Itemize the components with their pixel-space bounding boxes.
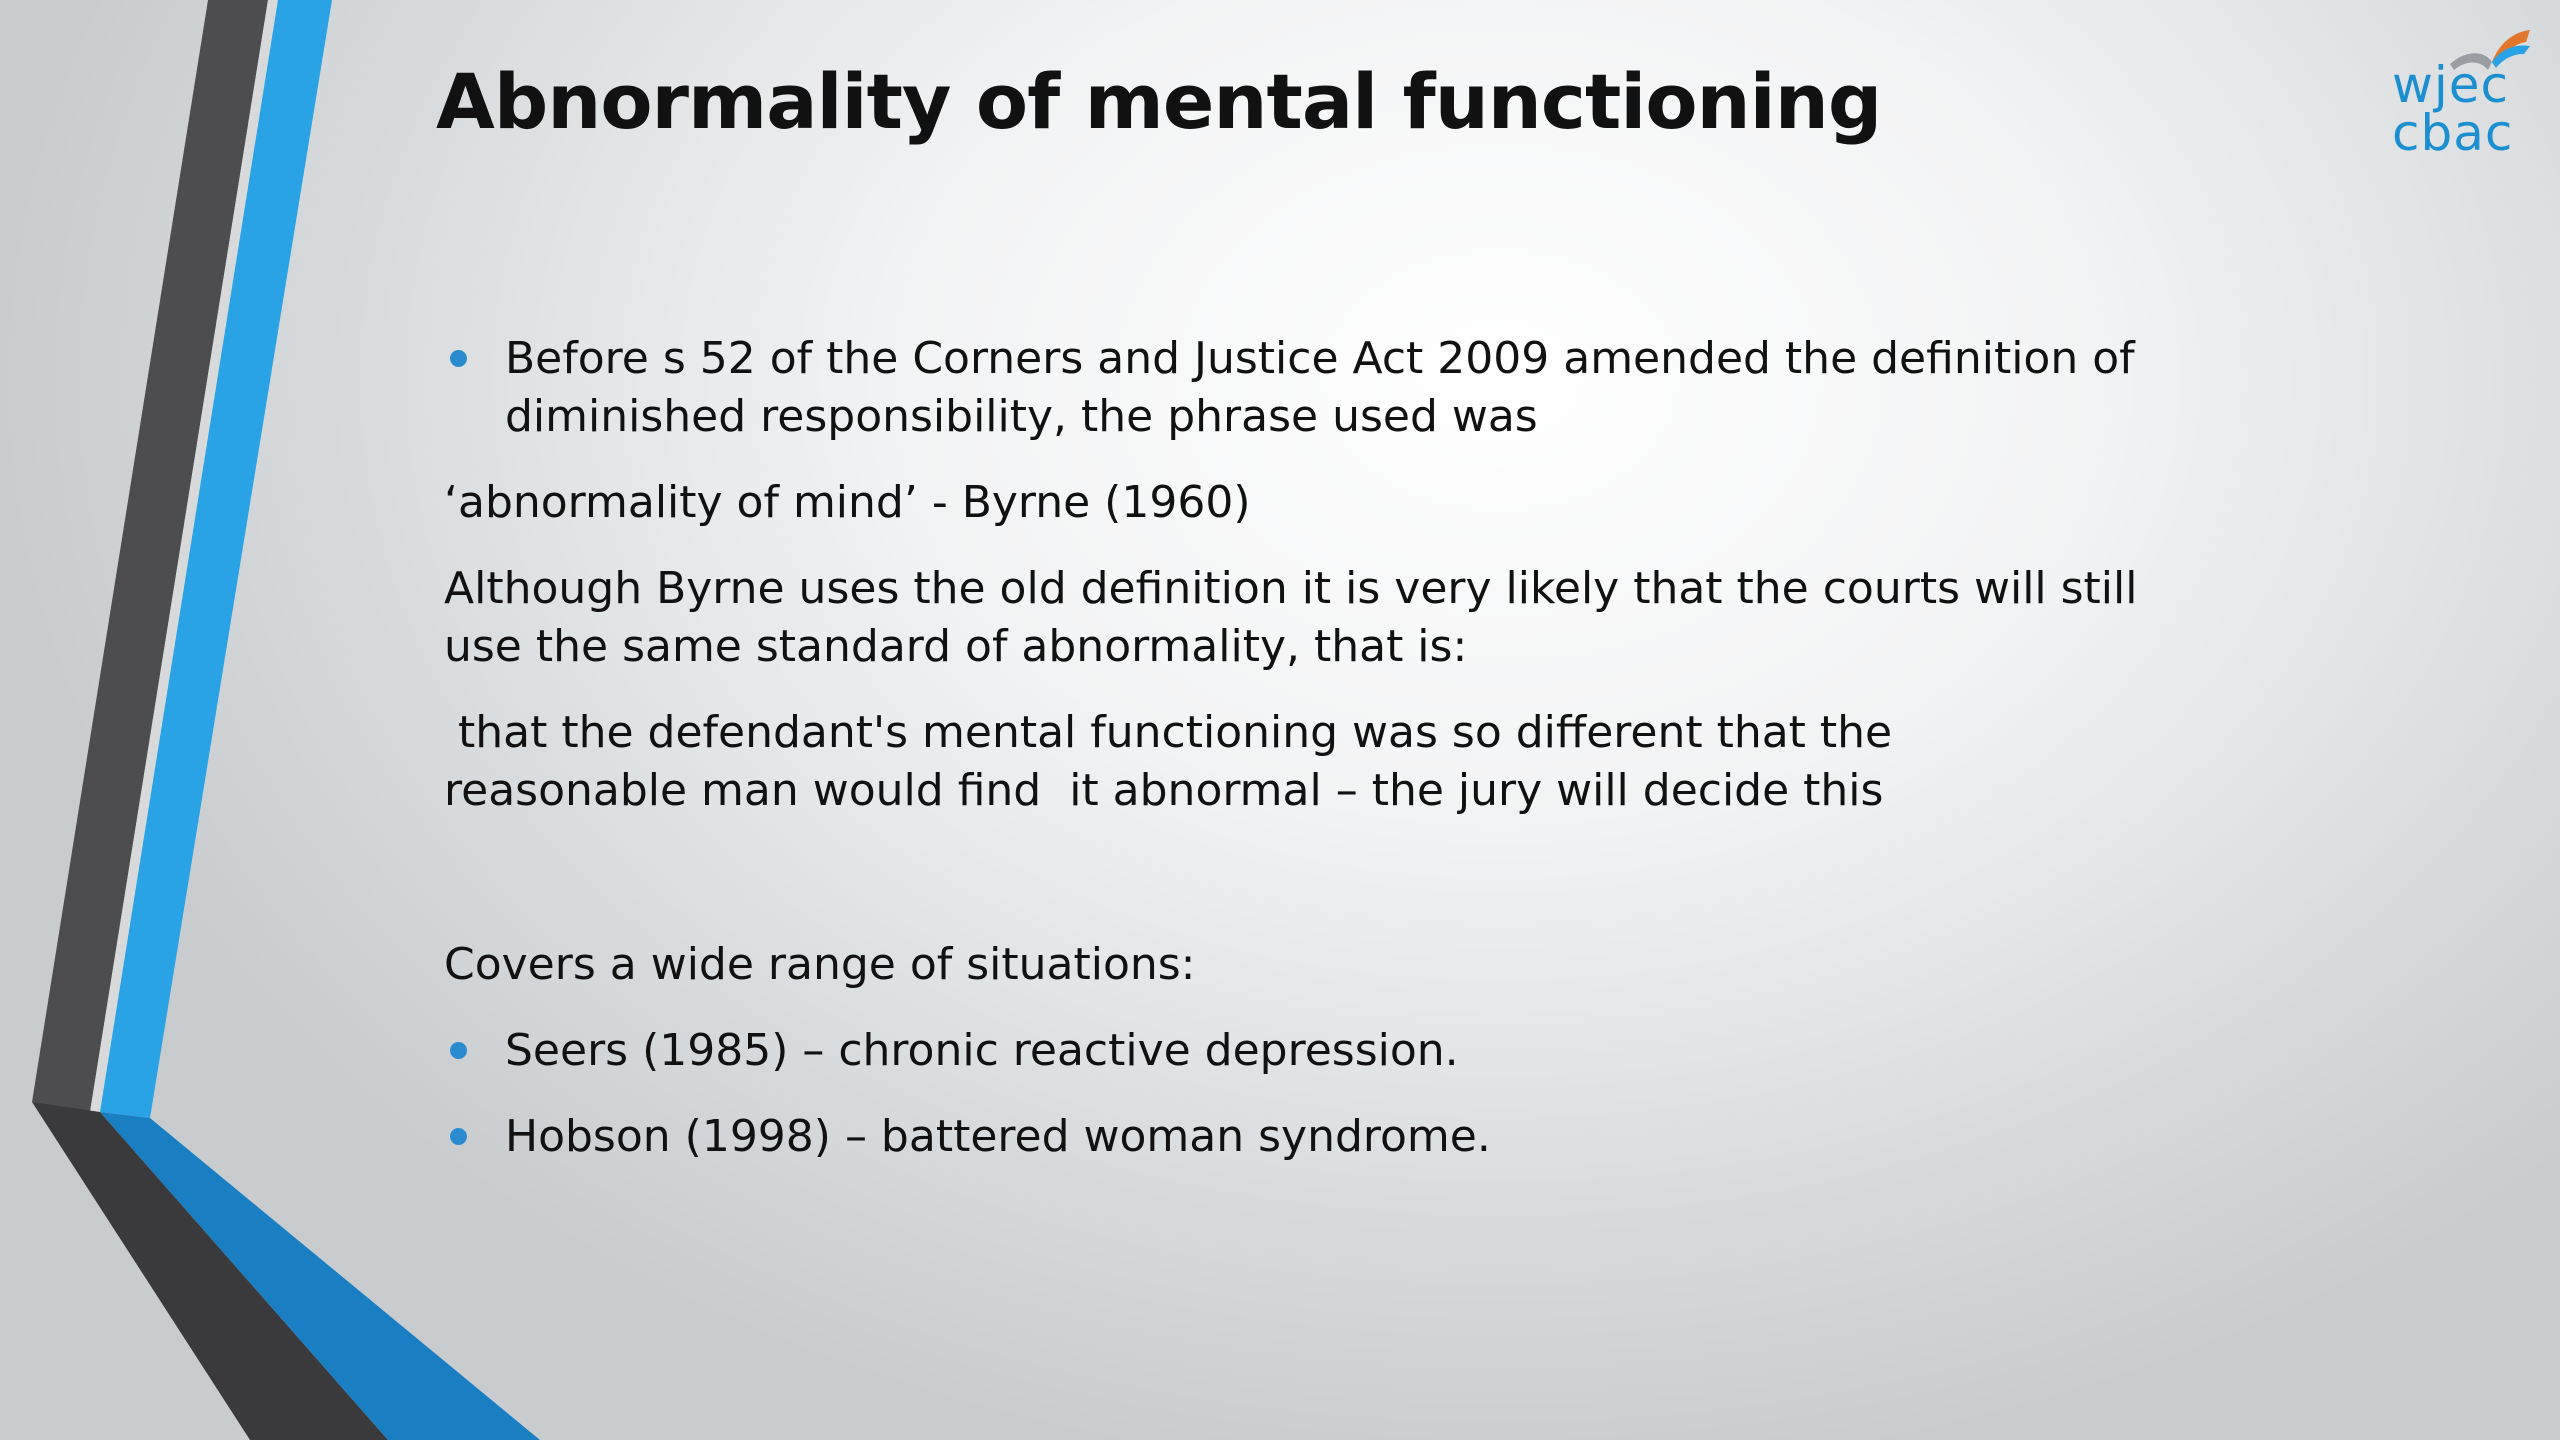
paragraph: that the defendant's mental functioning was so different that the reasonable man would find it abnormal – the jury will decide this [444,707,1907,816]
paragraph: ‘abnormality of mind’ - Byrne (1960) [444,477,1251,528]
spacer [444,848,2164,936]
slide-title: Abnormality of mental functioning [436,57,1882,146]
bullet-text: Seers (1985) – chronic reactive depression. [505,1025,1459,1076]
paragraph: Although Byrne uses the old definition it is very likely that the courts will still use the same standard of abnormality, that is: [444,563,2138,672]
bullet-dot-icon [450,350,467,367]
bullet-text: Hobson (1998) – battered woman syndrome. [505,1111,1491,1162]
paragraph: Covers a wide range of situations: [444,939,1196,990]
wjec-logo [2384,20,2534,160]
bullet-dot-icon [450,1042,467,1059]
slide-body [444,330,2164,1194]
logo-text-cbac: cbac [2392,104,2514,162]
bullet-item [444,1108,2164,1166]
bullet-item [444,1022,2164,1080]
bullet-text: Before s 52 of the Corners and Justice Act 2009 amended the definition of diminished responsibility, the phrase used was [505,333,2135,442]
bullet-dot-icon [450,1128,467,1145]
bullet-item [444,330,2164,446]
logo-text-wjec: wjec [2392,56,2510,114]
